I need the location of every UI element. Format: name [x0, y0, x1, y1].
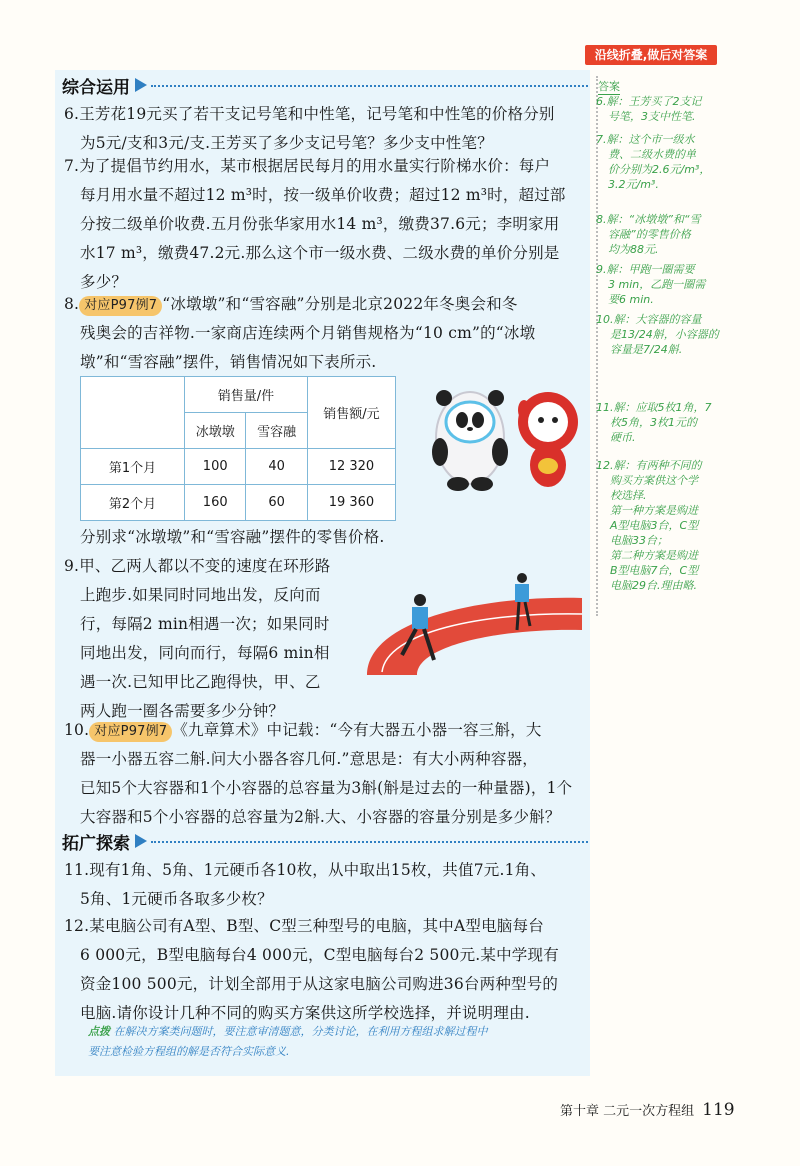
question-text: 同地出发，同向而行，每隔6 min相 [80, 644, 330, 662]
question-text: 器一小器五容二斛.问大小器各容几何.”意思是：有大小两种容器， [80, 750, 538, 768]
page-footer [560, 1100, 735, 1120]
question-text: “冰墩墩”和“雪容融”分别是北京2022年冬奥会和冬 [162, 295, 518, 313]
header-sales-qty: 销售量/件 [185, 377, 308, 413]
answer-12 [596, 458, 741, 593]
question-text: 大容器和5个小容器的总容量为2斛.大、小容器的容量分别是多少斛？ [80, 808, 561, 826]
chapter-title: 第十章 二元一次方程组 [560, 1104, 695, 1119]
question-text: 残奥会的吉祥物.一家商店连续两个月销售规格为“10 cm”的“冰墩 [80, 324, 536, 342]
question-text: 《九章算术》中记载：“今有大器五小器一容三斛，大 [172, 721, 542, 739]
answer-7 [596, 132, 741, 192]
answer-8 [596, 212, 741, 257]
answer-heading: 答案 [598, 80, 620, 93]
answer-line: 电脑33台； [610, 534, 668, 547]
question-number: 10. [64, 721, 90, 739]
question-number: 9. [64, 557, 80, 575]
cell-revenue: 12 320 [307, 449, 395, 485]
question-text: 分按二级单价收费.五月份张华家用水14 m³，缴费37.6元；李明家用 [80, 215, 560, 233]
tip-note [88, 1022, 588, 1062]
answer-line: A型电脑3台，C型 [610, 519, 699, 532]
answer-line: 校选择. [610, 489, 647, 502]
sales-table [80, 376, 396, 521]
triangle-arrow-icon [135, 834, 147, 848]
dotted-divider [151, 841, 588, 843]
question-text: 6 000元，B型电脑每台4 000元，C型电脑每台2 500元.某中学现有 [80, 946, 559, 964]
answer-line: 购买方案供这个学 [610, 474, 698, 487]
question-8 [64, 290, 592, 377]
answer-line: 3.2元/m³. [608, 178, 659, 191]
cell-revenue: 19 360 [307, 485, 395, 521]
answer-line: 9.解：甲跑一圈需要 [596, 263, 695, 276]
answer-line: 11.解：应取5枚1角，7 [596, 401, 712, 414]
dotted-divider [151, 85, 588, 87]
cell-xrr: 60 [246, 485, 307, 521]
fold-tab: 沿线折叠,做后对答案 [585, 45, 717, 65]
answer-line: 枚5角，3枚1元的 [610, 416, 697, 429]
header-bdd: 冰墩墩 [185, 413, 246, 449]
question-text: 多少？ [80, 273, 128, 291]
mascots-illustration [420, 380, 585, 495]
question-text: 两人跑一圈各需要多少分钟？ [80, 702, 285, 720]
cell-month: 第1个月 [81, 449, 185, 485]
question-9 [64, 552, 364, 726]
answer-line: 8.解：“冰墩墩”和“雪 [596, 213, 701, 226]
answer-9 [596, 262, 741, 307]
answer-line: 是13/24斛，小容器的 [610, 328, 719, 341]
tip-label: 点拨 [88, 1025, 110, 1038]
header-xrr: 雪容融 [246, 413, 307, 449]
answer-line: 价分别为2.6元/m³， [608, 163, 711, 176]
answer-6 [596, 94, 741, 124]
answer-11 [596, 400, 741, 445]
question-12 [64, 912, 592, 1028]
question-number: 11. [64, 861, 90, 879]
question-text: 资金100 500元，计划全部用于从这家电脑公司购进36台两种型号的 [80, 975, 559, 993]
answer-line: 7.解：这个市一级水 [596, 133, 695, 146]
tip-text: 在解决方案类问题时，要注意审清题意，分类讨论，在利用方程组求解过程中 [113, 1025, 488, 1038]
question-text: 墩”和“雪容融”摆件，销售情况如下表所示. [80, 353, 377, 371]
question-text: 每月用水量不超过12 m³时，按一级单价收费；超过12 m³时，超过部 [80, 186, 566, 204]
answer-line: 硬币. [610, 431, 636, 444]
question-10 [64, 716, 592, 832]
answer-line: 10.解：大容器的容量 [596, 313, 702, 326]
answer-line: 要6 min. [608, 293, 654, 306]
question-text: 水17 m³，缴费47.2元.那么这个市一级水费、二级水费的单价分别是 [80, 244, 560, 262]
question-text: 为了提倡节约用水，某市根据居民每月的用水量实行阶梯水价：每户 [79, 157, 551, 175]
section-title: 拓广探索 [62, 833, 130, 854]
running-track-illustration [362, 560, 588, 695]
question-text: 电脑.请你设计几种不同的购买方案供这所学校选择，并说明理由. [80, 1004, 530, 1022]
question-text: 行，每隔2 min相遇一次；如果同时 [80, 615, 330, 633]
question-8-prompt [64, 523, 592, 552]
question-text: 现有1角、5角、1元硬币各10枚，从中取出15枚，共值7元.1角、 [89, 861, 547, 879]
page-number: 119 [702, 1100, 735, 1120]
answer-line: B型电脑7台，C型 [610, 564, 699, 577]
question-number: 8. [64, 295, 80, 313]
question-7 [64, 152, 592, 297]
question-6 [64, 100, 592, 158]
question-text: 王芳花19元买了若干支记号笔和中性笔，记号笔和中性笔的价格分别 [79, 105, 555, 123]
question-text: 甲、乙两人都以不变的速度在环形路 [79, 557, 331, 575]
triangle-arrow-icon [135, 78, 147, 92]
question-11 [64, 856, 592, 914]
table-row [81, 449, 396, 485]
cell-month: 第2个月 [81, 485, 185, 521]
answer-line: 3 min，乙跑一圈需 [608, 278, 706, 291]
bing-dwen-dwen-figure [432, 390, 508, 491]
answer-line: 6.解：王芳买了2支记 [596, 95, 702, 108]
question-number: 12. [64, 917, 90, 935]
question-text: 已知5个大容器和1个小容器的总容量为3斛(斛是过去的一种量器)，1个 [80, 779, 573, 797]
answer-line: 均为88元. [608, 243, 659, 256]
tip-text: 要注意检验方程组的解是否符合实际意义. [88, 1045, 290, 1058]
section-title: 综合运用 [62, 77, 130, 98]
shuey-rhon-rhon-figure [518, 392, 578, 487]
answer-line: 12.解：有两种不同的 [596, 459, 702, 472]
answer-line: 容融”的零售价格 [608, 228, 691, 241]
question-text: 遇一次.已知甲比乙跑得快，甲、乙 [80, 673, 321, 691]
reference-badge: 对应P97例7 [79, 296, 162, 316]
answer-line: 费、二级水费的单 [608, 148, 696, 161]
answer-line: 电脑29台.理由略. [610, 579, 697, 592]
answer-10 [596, 312, 741, 357]
answer-line: 第二种方案是购进 [610, 549, 698, 562]
answer-line: 第一种方案是购进 [610, 504, 698, 517]
section-comprehensive [62, 72, 588, 98]
answer-line: 号笔，3支中性笔. [608, 110, 696, 123]
question-number: 7. [64, 157, 80, 175]
reference-badge: 对应P97例7 [89, 722, 172, 742]
question-text: 分别求“冰墩墩”和“雪容融”摆件的零售价格. [80, 528, 385, 546]
question-number: 6. [64, 105, 80, 123]
cell-bdd: 160 [185, 485, 246, 521]
cell-xrr: 40 [246, 449, 307, 485]
question-text: 某电脑公司有A型、B型、C型三种型号的电脑，其中A型电脑每台 [89, 917, 544, 935]
cell-bdd: 100 [185, 449, 246, 485]
question-text: 为5元/支和3元/支.王芳买了多少支记号笔？多少支中性笔？ [80, 134, 493, 152]
table-corner [81, 377, 185, 449]
question-text: 上跑步.如果同时同地出发，反向而 [80, 586, 321, 604]
header-revenue: 销售额/元 [307, 377, 395, 449]
table-row [81, 485, 396, 521]
question-text: 5角、1元硬币各取多少枚？ [80, 890, 273, 908]
section-extension [62, 828, 588, 854]
answer-line: 容量是7/24斛. [610, 343, 683, 356]
